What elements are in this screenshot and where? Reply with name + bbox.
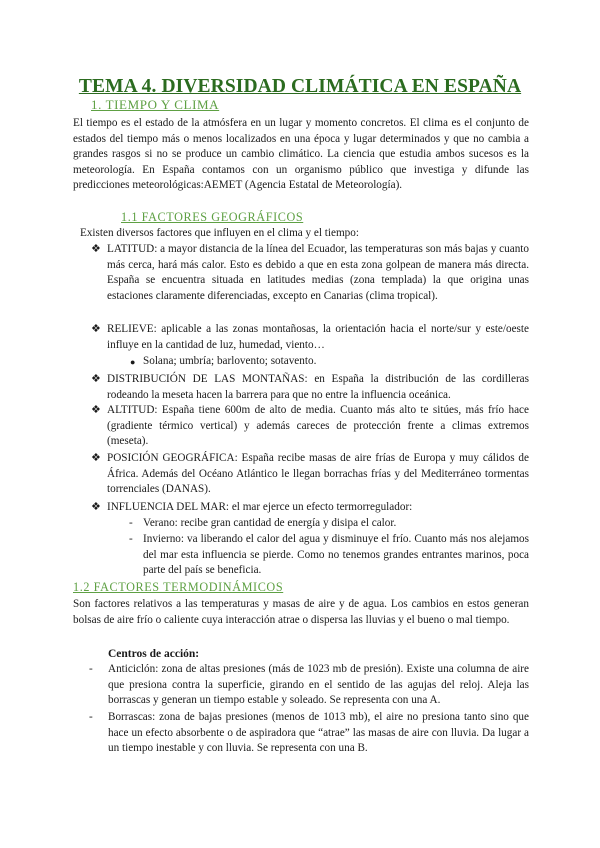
centro-borrascas: Borrascas: zona de bajas presiones (menos de 1013 mb), el aire no presiona tanto sino que hace un efecto absorbente o de aspiradora que “atrae” las masas de aire con lluvia. Da lugar a un tiempo inestable y con lluvia. Se representa con una B. [108,711,529,755]
diamond-bullet-icon: ❖ [91,501,101,513]
section-heading-factores-termodinamicos: 1.2 FACTORES TERMODINÁMICOS [73,580,284,594]
list-item-latitud: LATITUD: a mayor distancia de la línea del Ecuador, las temperaturas son más bajas y cuanto más cerca, hará más calor. Esto es debido a que en esta zona golpean de manera más directa. España se encuentra situada en latitudes medias (zona templada) la que origina unas estaciones claramente diferenciadas, excepto en Canarias (clima tropical). [107,243,529,302]
mar-subitem-invierno: Invierno: va liberando el calor del agua y disminuye el frío. Cuanto más nos alejamos del mar esta influencia se pierde. Como no tenemos grandes entrantes marinos, poca parte del país se beneficia. [143,533,529,577]
list-item-posicion: POSICIÓN GEOGRÁFICA: España recibe masas de aire frías de Europa y muy cálidos de África. Además del Océano Atlántico le llegan borrachas frías y del Mediterráneo tormentas torrenciales (DANAS). [107,452,529,496]
dash-bullet-icon: - [89,711,93,723]
mar-subitem-verano: Verano: recibe gran cantidad de energía y disipa el calor. [143,517,397,529]
paragraph-tiempo-clima: El tiempo es el estado de la atmósfera en un lugar y momento concretos. El clima es el conjunto de estados del tiempo más o menos localizados en una época y lugar determinados y que no cambia a grandes rasgos si no se produce un cambio climático. La ciencia que estudia ambos sucesos es la meteorología. En España contamos con un organismo público que investiga y difunde las predicciones meteorológicas:AEMET (Agencia Estatal de Meteorología). [73,117,529,192]
diamond-bullet-icon: ❖ [91,452,101,464]
dash-bullet-icon: - [89,663,93,675]
diamond-bullet-icon: ❖ [91,373,101,385]
section-heading-factores-geograficos: 1.1 FACTORES GEOGRÁFICOS [121,210,304,224]
relieve-subitem: Solana; umbría; barlovento; sotavento. [143,355,317,367]
dash-bullet-icon: - [129,517,133,529]
diamond-bullet-icon: ❖ [91,404,101,416]
dash-bullet-icon: - [129,533,133,545]
list-item-influencia-mar: INFLUENCIA DEL MAR: el mar ejerce un efecto termorregulador: [107,501,413,513]
diamond-bullet-icon: ❖ [91,243,101,255]
section-heading-tiempo-clima: 1. TIEMPO Y CLIMA [91,97,220,112]
centros-de-accion-label: Centros de acción: [108,648,200,660]
page-title: TEMA 4. DIVERSIDAD CLIMÁTICA EN ESPAÑA [78,76,522,97]
intro-factores: Existen diversos factores que influyen en el clima y el tiempo: [80,227,359,239]
centro-anticiclon: Anticiclón: zona de altas presiones (más de 1023 mb de presión). Existe una columna de aire que presiona contra la superficie, girando en el sentido de las agujas del reloj. Aleja las borrascas y generan un tiempo estable y soleado. Se representa con una A. [108,663,529,707]
paragraph-factores-termodinamicos: Son factores relativos a las temperaturas y masas de aire y de agua. Los cambios en estos generan bolsas de aire frío o caliente cuya interacción atrae o dispersa las lluvias y el bueno o mal tiempo. [73,598,529,626]
dot-bullet-icon: ● [130,357,136,367]
list-item-relieve: RELIEVE: aplicable a las zonas montañosas, la orientación hacia el norte/sur y este/oeste influye en la cantidad de luz, humedad, viento… [107,323,529,351]
diamond-bullet-icon: ❖ [91,323,101,335]
list-item-distribucion: DISTRIBUCIÓN DE LAS MONTAÑAS: en España la distribución de las cordilleras rodeando la meseta hacen la barrera para que no entre la influencia oceánica. [107,373,529,401]
list-item-altitud: ALTITUD: España tiene 600m de alto de media. Cuanto más alto te sitúes, más frío hace (gradiente térmico vertical) y además careces de protección frente a climas extremos (meseta). [107,404,529,448]
